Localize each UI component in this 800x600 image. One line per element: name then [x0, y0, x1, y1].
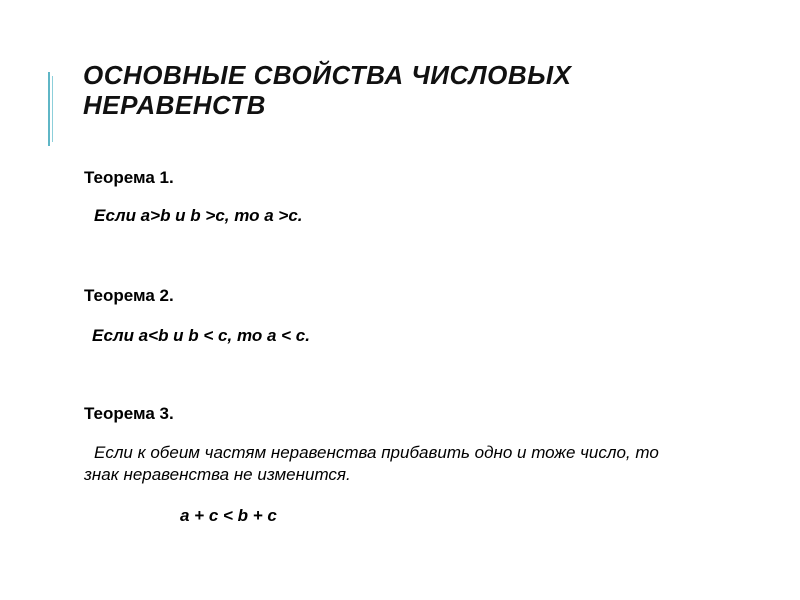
accent-bar-secondary [52, 76, 53, 142]
theorem-1-statement: Если a>b и b >c, то a >c. [94, 206, 303, 225]
theorem-2-heading: Теорема 2. [84, 286, 174, 305]
theorem-3-statement: Если к обеим частям неравенства прибавить одно и тоже число, то знак неравенства не изменится. [84, 443, 659, 484]
accent-bar [48, 72, 50, 146]
slide-title: ОСНОВНЫЕ СВОЙСТВА ЧИСЛОВЫХ НЕРАВЕНСТВ [83, 60, 572, 120]
theorem-3-formula: a + c < b + c [180, 506, 277, 525]
theorem-1-heading: Теорема 1. [84, 168, 174, 187]
theorem-3-heading: Теорема 3. [84, 404, 174, 423]
theorem-2-statement: Если a<b и b < c, то a < c. [92, 326, 310, 345]
